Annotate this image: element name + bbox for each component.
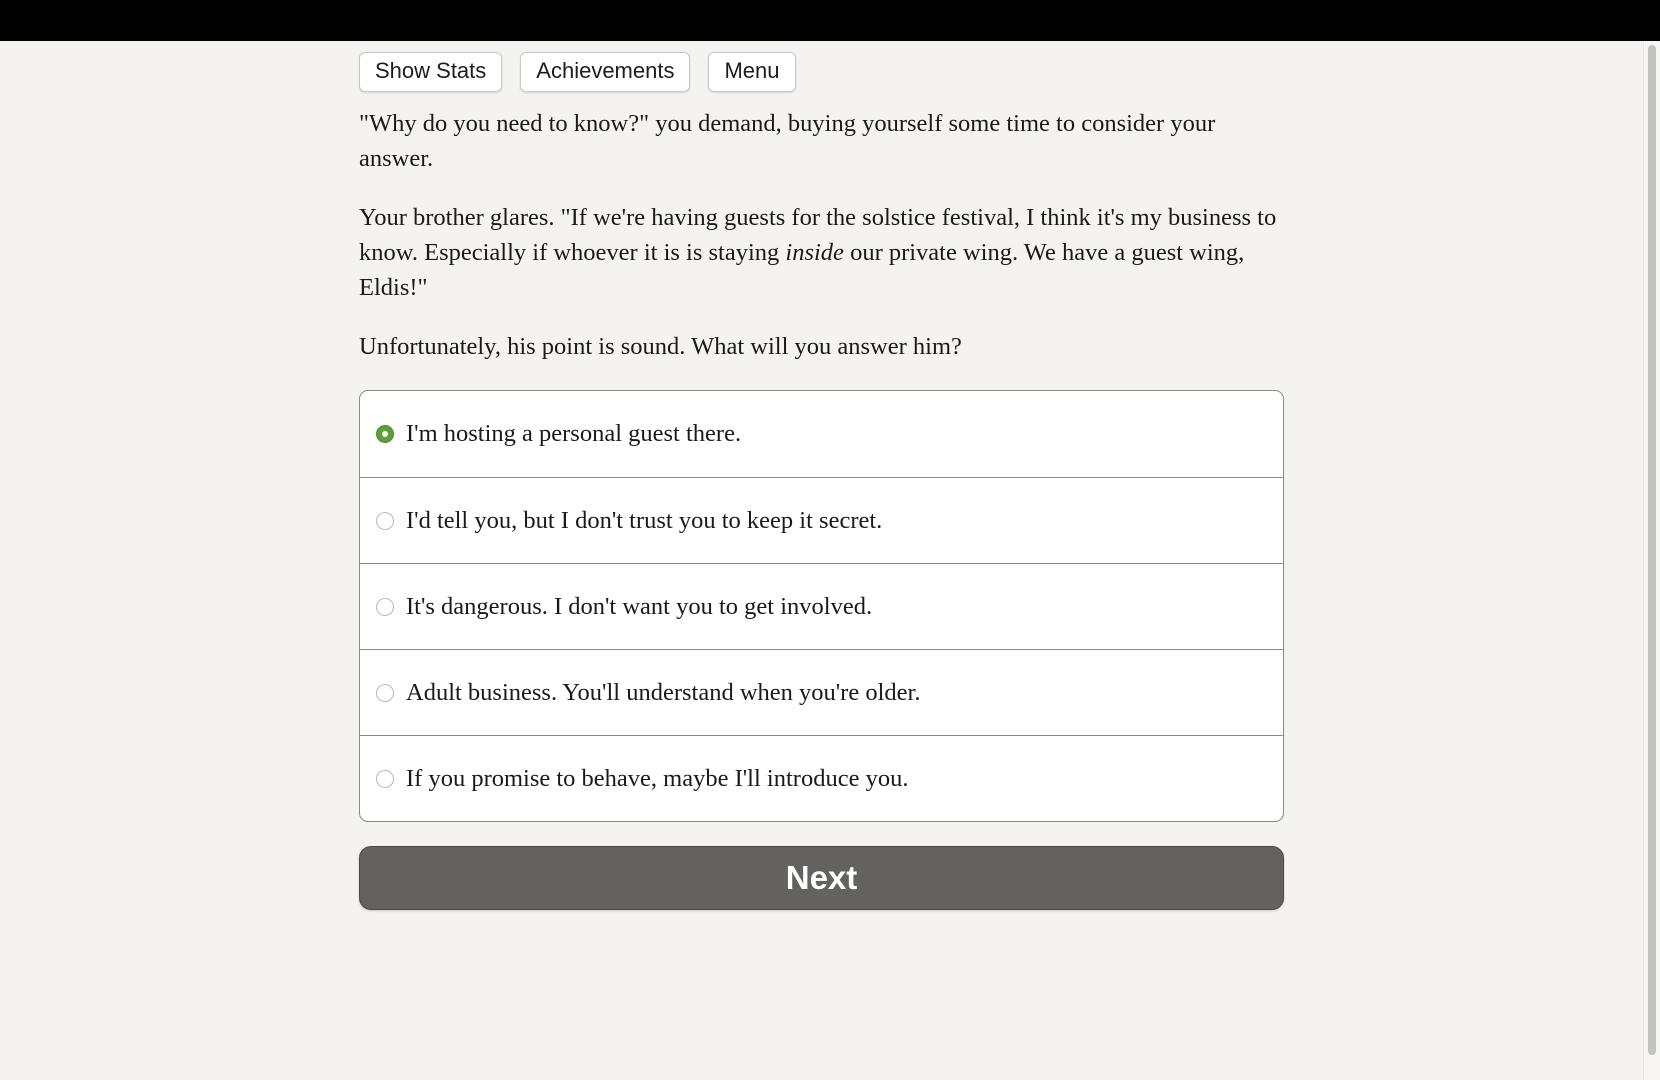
radio-button-5[interactable] — [376, 770, 394, 788]
menu-button[interactable]: Menu — [708, 52, 795, 92]
story-emphasis: inside — [785, 239, 844, 266]
choice-option-1[interactable] — [360, 391, 1283, 477]
choice-list — [359, 390, 1284, 822]
choice-label-5: If you promise to behave, maybe I'll introduce you. — [406, 764, 909, 792]
story-paragraph-2 — [359, 200, 1284, 305]
choice-option-3[interactable] — [360, 563, 1283, 649]
next-button[interactable]: Next — [359, 846, 1284, 910]
choice-option-5[interactable] — [360, 735, 1283, 821]
game-container — [359, 52, 1284, 910]
browser-top-bar — [0, 0, 1660, 41]
show-stats-button[interactable]: Show Stats — [359, 52, 502, 92]
scrollbar[interactable] — [1643, 41, 1660, 1080]
radio-button-2[interactable] — [376, 512, 394, 530]
choice-option-4[interactable] — [360, 649, 1283, 735]
radio-button-1[interactable] — [376, 425, 394, 443]
choice-label-2: I'd tell you, but I don't trust you to keep it secret. — [406, 506, 883, 534]
story-paragraph-3: Unfortunately, his point is sound. What will you answer him? — [359, 333, 962, 360]
story-paragraph-2-end: our private wing. We have a guest wing, Eldis!" — [359, 239, 1245, 301]
radio-button-4[interactable] — [376, 684, 394, 702]
scrollbar-thumb[interactable] — [1648, 45, 1656, 1055]
story-paragraph-1: "Why do you need to know?" you demand, buying yourself some time to consider your answer. — [359, 110, 1216, 172]
story-text — [359, 106, 1284, 364]
choice-label-1: I'm hosting a personal guest there. — [406, 420, 742, 447]
choice-label-3: It's dangerous. I don't want you to get involved. — [406, 592, 873, 620]
achievements-button[interactable]: Achievements — [520, 52, 690, 92]
story-paragraph-2-start: Your brother glares. "If we're having guests for the solstice festival, I think it's my business to know. Especially if whoever it is is staying — [359, 204, 1277, 266]
toolbar — [359, 52, 1284, 92]
radio-button-3[interactable] — [376, 598, 394, 616]
choice-label-4: Adult business. You'll understand when you're older. — [406, 678, 921, 706]
choice-option-2[interactable] — [360, 477, 1283, 563]
